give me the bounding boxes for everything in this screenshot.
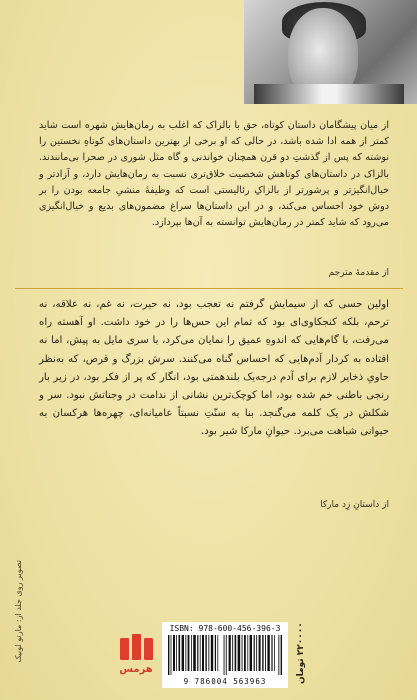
story-excerpt-paragraph: اولین حسی که از سیمایش گرفتم نه تعجب بود، نه حیرت، نه غم، نه علاقه، نه ترحم، بلکه کنجکاوی‌ای بود که تمام این حس‌ها را در خود داشت. او آهسته راه می‌رفت، با گام‌هایی که اندوهِ عمیق را نمایان می‌کرد، با سری مایل به پیش، اما نه افتاده به کردار آدم‌هایی که احساس گناه می‌کنند. سرش بزرگ و قرص، که به‌نظر حاویِ ذخایر لازم برای آدم درجه‌یک بلندهمتی بود، انگار که پر از فکر بود، در زیر بار رنجی باطنی خم شده بود، اما کوچک‌ترین نشانی از ندامت در وجناتش نبود. سر و شکلش در یک کلمه می‌گنجد. بنا به سنّتِ نسبتاً عامیانه‌ای، چهره‌ها هرکسان به حیوانی شباهت می‌برد. حیوانِ مارکا شیر بود. (39, 299, 389, 438)
barcode-digits: 9 786004 563963 (183, 677, 267, 686)
excerpt-source-label: از داستانِ زِد مارکا (320, 500, 389, 510)
portrait-collar (254, 84, 404, 104)
isbn-label: ISBN: 978-600-456-396-3 (169, 624, 281, 633)
translator-intro-paragraph: از میان پیشگامان داستان کوتاه، حق با بالزاک که اغلب به رمان‌هایش شهره است شاید کمتر از همه ادا شده باشد، در حالی که او برخی از بهترین داستان‌های کوتاهِ نخستین را نوشته که پس از گذشتِ دو قرن همچنان خواندنی و گاه مثل شوری در صحرا بی‌مانندند. بالزاک در داستان‌های کوتاهش شخصیت خلاق‌تری نسبت به رمان‌هایش دارد، و آزادتر و خیال‌انگیزتر و پرشورتر از بالزاکِ رئالیستی است که وظیفهٔ منشیِ جامعه بودن را بر دوش خود احساس می‌کند، و در این داستان‌ها سراغ مضمون‌های بدیع و خیال‌انگیزی می‌رود که شاید کمتر در رمان‌هایش توانسته به آن‌ها بپردازد. (39, 120, 389, 229)
section-divider (15, 288, 403, 289)
price-label: ۲۲۰۰۰۰ تومان (296, 622, 306, 684)
barcode-bars (168, 635, 282, 675)
author-portrait (244, 0, 417, 104)
publisher-logo (118, 634, 154, 684)
isbn-barcode (162, 622, 288, 688)
publisher-logo-mark (118, 634, 154, 660)
intro-source-label: از مقدمهٔ مترجم (328, 268, 389, 278)
publisher-name: هرمس (119, 664, 153, 675)
cover-image-credit: تصویر روی جلد از: مارتو لوبیک (14, 560, 23, 663)
